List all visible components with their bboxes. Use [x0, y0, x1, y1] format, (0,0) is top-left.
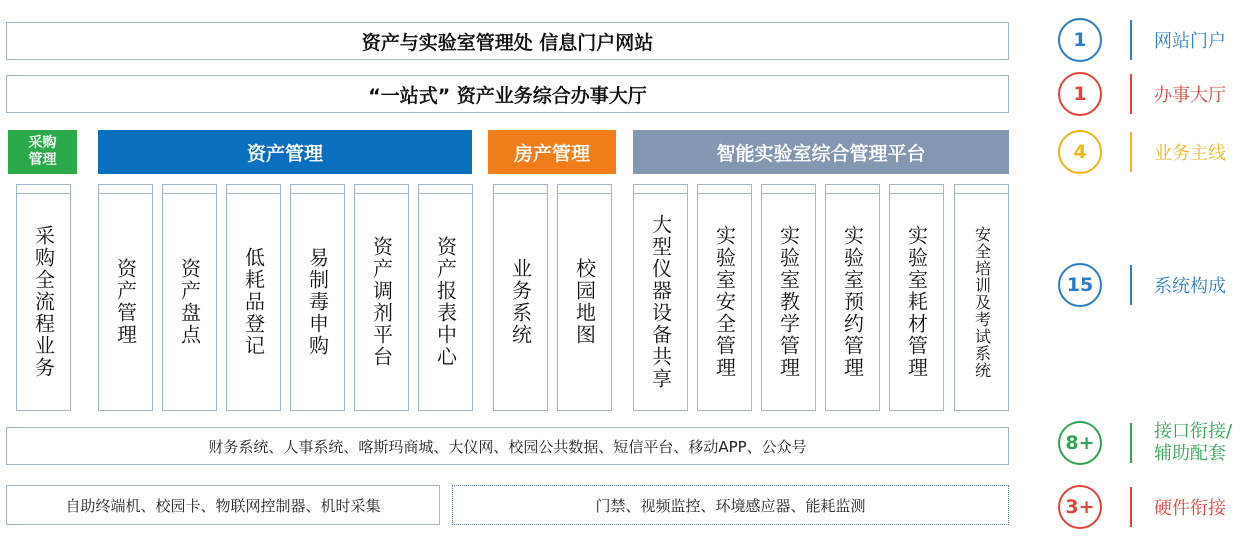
- category-smart-lab-platform: 智能实验室综合管理平台: [633, 130, 1009, 174]
- system-label: 易制毒申购: [305, 247, 330, 357]
- legend-count: 1: [1058, 72, 1102, 116]
- legend-divider: [1130, 487, 1132, 527]
- legend-row-interfaces: [1058, 421, 1254, 465]
- interfaces-text: 财务系统、人事系统、喀斯玛商城、大仪网、校园公共数据、短信平台、移动APP、公众号: [208, 437, 807, 456]
- hardware-left-text: 自助终端机、校园卡、物联网控制器、机时采集: [65, 496, 381, 515]
- portal-title: 资产与实验室管理处 信息门户网站: [361, 31, 654, 54]
- legend-count: 3+: [1058, 485, 1102, 529]
- hall-title: “一站式” 资产业务综合办事大厅: [368, 84, 647, 107]
- legend-label: 业务主线: [1154, 143, 1226, 164]
- system-label: 业务系统: [508, 258, 533, 346]
- legend-divider: [1130, 74, 1132, 114]
- system-label: 资产盘点: [177, 258, 202, 346]
- system-label: 资产管理: [113, 258, 138, 346]
- system-column[interactable]: [418, 184, 473, 411]
- legend-row-hardware: [1058, 485, 1254, 529]
- legend-label: 网站门户: [1154, 31, 1226, 52]
- system-column[interactable]: [633, 184, 688, 411]
- system-column[interactable]: [697, 184, 752, 411]
- legend-divider: [1130, 265, 1132, 305]
- system-column[interactable]: [226, 184, 281, 411]
- legend-label: 办事大厅: [1154, 85, 1226, 106]
- hardware-bar-right: [452, 485, 1009, 525]
- system-column[interactable]: [290, 184, 345, 411]
- legend-label: 硬件衔接: [1154, 498, 1226, 519]
- legend-row-portal: [1058, 18, 1254, 62]
- system-column[interactable]: [889, 184, 944, 411]
- system-column[interactable]: [162, 184, 217, 411]
- system-column[interactable]: [354, 184, 409, 411]
- system-column[interactable]: [825, 184, 880, 411]
- system-label: 资产调剂平台: [369, 236, 394, 368]
- hardware-bar-left: [6, 485, 440, 525]
- portal-title-bar: [6, 22, 1009, 60]
- legend-row-systems: [1058, 263, 1254, 307]
- legend-count: 8+: [1058, 421, 1102, 465]
- category-housing-management: 房产管理: [488, 130, 616, 174]
- legend-count: 1: [1058, 18, 1102, 62]
- legend-divider: [1130, 132, 1132, 172]
- system-column[interactable]: [98, 184, 153, 411]
- legend-divider: [1130, 423, 1132, 463]
- legend-count: 15: [1058, 263, 1102, 307]
- interfaces-bar: [6, 427, 1009, 465]
- hardware-right-text: 门禁、视频监控、环境感应器、能耗监测: [595, 496, 866, 515]
- system-column[interactable]: [16, 184, 71, 411]
- system-column[interactable]: [954, 184, 1009, 411]
- legend-divider: [1130, 20, 1132, 60]
- legend-row-business: [1058, 130, 1254, 174]
- legend-row-hall: [1058, 72, 1254, 116]
- legend-label: 接口衔接/ 辅助配套: [1154, 421, 1233, 464]
- category-procurement: 采购 管理: [8, 130, 77, 174]
- legend-count: 4: [1058, 130, 1102, 174]
- system-label: 实验室安全管理: [712, 225, 737, 379]
- system-column[interactable]: [761, 184, 816, 411]
- system-label: 采购全流程业务: [31, 225, 56, 379]
- system-label: 实验室预约管理: [840, 225, 865, 379]
- system-label: 低耗品登记: [241, 247, 266, 357]
- system-column[interactable]: [493, 184, 548, 411]
- system-label: 校园地图: [572, 258, 597, 346]
- system-label: 安全培训及考试系统: [972, 225, 992, 379]
- category-asset-management: 资产管理: [98, 130, 472, 174]
- system-column[interactable]: [557, 184, 612, 411]
- legend-label: 系统构成: [1154, 276, 1226, 297]
- system-label: 实验室教学管理: [776, 225, 801, 379]
- system-label: 大型仪器设备共享: [648, 214, 673, 390]
- hall-title-bar: [6, 75, 1009, 113]
- system-label: 实验室耗材管理: [904, 225, 929, 379]
- system-label: 资产报表中心: [433, 236, 458, 368]
